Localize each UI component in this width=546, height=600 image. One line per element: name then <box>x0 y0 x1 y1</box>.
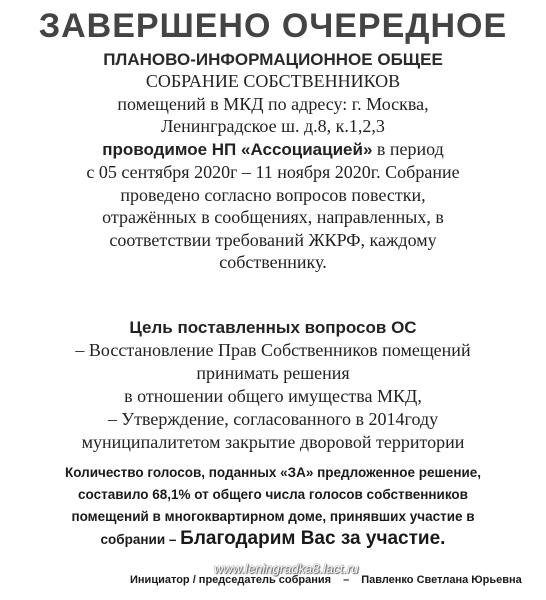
period-label: в период <box>372 138 444 159</box>
votes-line: помещений в многоквартирном доме, принявших участие в <box>71 509 475 524</box>
votes-line-end: собрании – <box>100 532 177 547</box>
goal-section <box>0 316 546 454</box>
announcement-text <box>0 70 546 274</box>
announcement-line: Ленинградское ш. д.8, к.1,2,3 <box>161 116 385 136</box>
announcement-line: с 05 сентября 2020г – 11 ноября 2020г. Собрание <box>86 162 460 182</box>
signature-role: Инициатор / председатель собрания <box>130 574 332 586</box>
page-title: ЗАВЕРШЕНО ОЧЕРЕДНОЕ <box>38 7 508 45</box>
goal-line: в отношении общего имущества МКД, <box>124 386 422 406</box>
site-watermark: www.leningradka8.lact.ru <box>214 561 359 576</box>
subtitle: ПЛАНОВО-ИНФОРМАЦИОННОЕ ОБЩЕЕ <box>103 50 443 69</box>
goal-line: – Утверждение, согласованного в 2014году <box>107 409 439 429</box>
votes-line: Количество голосов, поданных «ЗА» предложенное решение, <box>64 465 482 480</box>
announcement-line: проведено согласно вопросов повестки, <box>120 184 426 205</box>
thanks-text: Благодарим Вас за участие. <box>180 528 446 549</box>
announcement-line: СОБРАНИЕ СОБСТВЕННИКОВ <box>145 71 401 91</box>
votes-line <box>0 528 546 551</box>
organizer-name: проводимое НП «Ассоциацией» <box>102 139 373 159</box>
signature-line <box>130 574 522 586</box>
announcement-line: отражённых в сообщениях, направленных, в <box>102 207 444 227</box>
announcement-line: соответствии требований ЖКРФ, каждому <box>109 229 437 250</box>
announcement-line: помещений в МКД по адресу: г. Москва, <box>117 93 429 114</box>
goal-line: муниципалитетом закрытие дворовой территории <box>81 432 465 452</box>
votes-section <box>0 462 546 551</box>
announcement-line: собственнику. <box>219 252 327 272</box>
votes-line: составило 68,1% от общего числа голосов собственников <box>78 487 468 502</box>
goal-line: принимать решения <box>196 363 350 383</box>
signature-dash: – <box>343 574 350 586</box>
goal-line: – Восстановление Прав Собственников помещений <box>75 340 471 360</box>
announcement-line <box>0 138 546 162</box>
goal-heading: Цель поставленных вопросов ОС <box>129 318 417 337</box>
signature-name: Павленко Светлана Юрьевна <box>361 574 522 586</box>
